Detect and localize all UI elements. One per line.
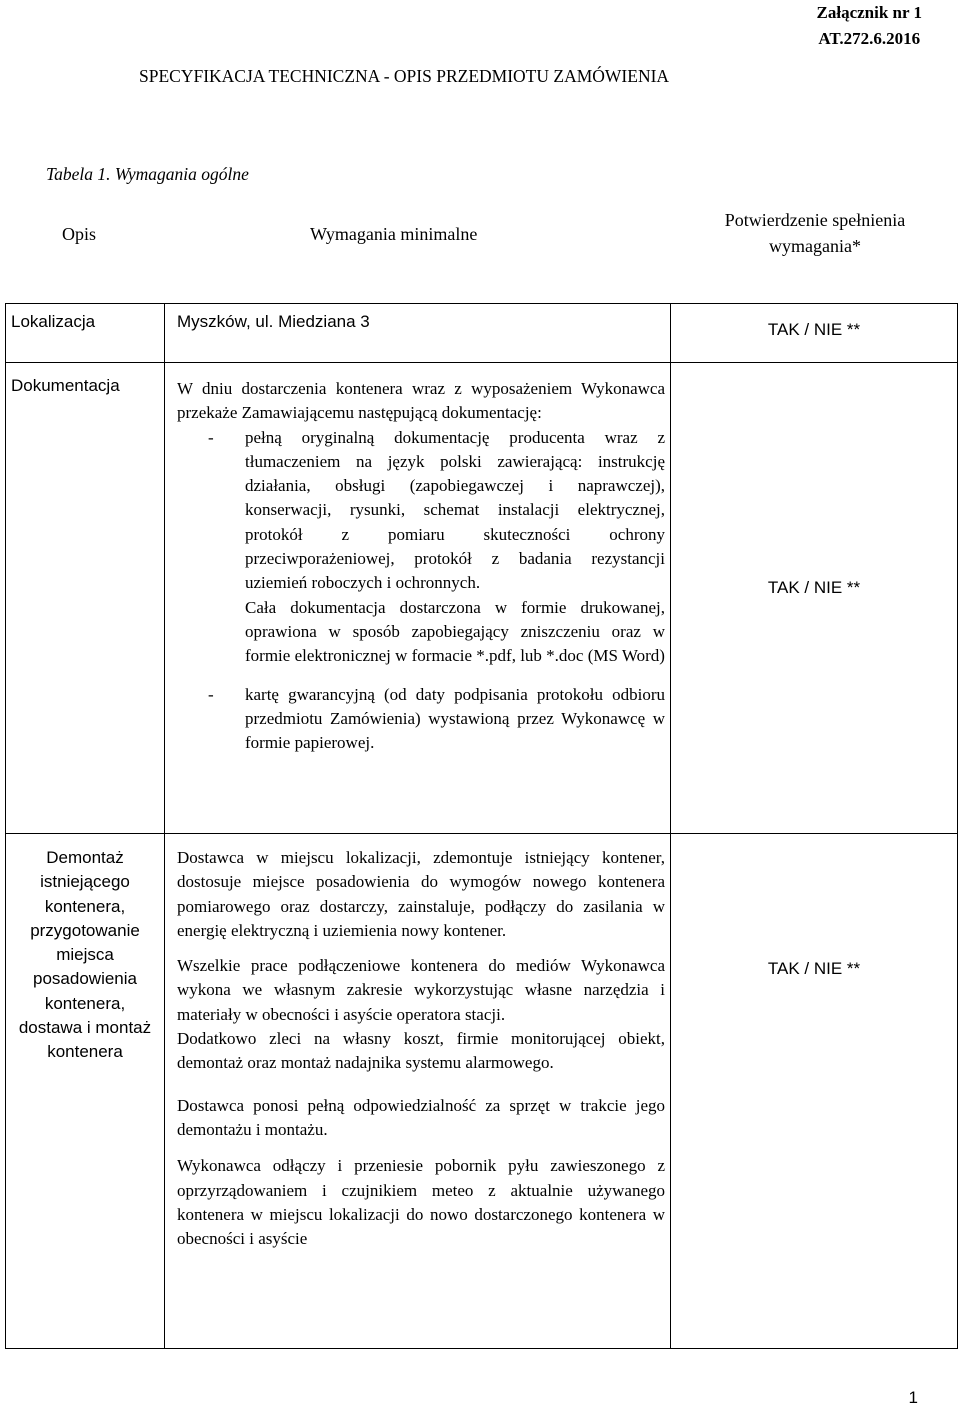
table-row-lokalizacja [6, 304, 958, 363]
cell-dokumentacja-label [6, 363, 165, 834]
document-reference [817, 0, 922, 52]
cell-lokalizacja-label [6, 304, 165, 363]
paragraph: Wszelkie prace podłączeniowe kontenera do mediów Wykonawca wykona we własnym zakresie wykorzystując własne narzędzia i materiały w obecności i asyście operatora stacji. [177, 956, 665, 1024]
cell-dokumentacja-body [165, 363, 671, 834]
doc-intro: W dniu dostarczenia kontenera wraz z wyposażeniem Wykonawca przekaże Zamawiającemu następującą dokumentację: [177, 379, 665, 423]
cell-dokumentacja-confirm [671, 363, 958, 834]
cell-demontaz-body [165, 834, 671, 1349]
reference-number: AT.272.6.2016 [818, 29, 921, 48]
doc-item-extra: Cała dokumentacja dostarczona w formie drukowanej, oprawiona w sposób zapobiegający zniszczeniu oraz w formie elektronicznej w formacie *.pdf, lub *.doc (MS Word) [245, 597, 665, 666]
row-label: Dokumentacja [11, 376, 120, 395]
doc-list-item [208, 683, 665, 756]
requirements-table [5, 303, 958, 1349]
column-header-wymagania: Wymagania minimalne [310, 224, 478, 244]
document-title: SPECYFIKACJA TECHNICZNA - OPIS PRZEDMIOTU ZAMÓWIENIA [139, 66, 670, 86]
column-header-opis: Opis [62, 224, 97, 244]
cell-lokalizacja-value [165, 304, 671, 363]
doc-item-text: kartę gwarancyjną (od daty podpisania protokołu odbioru przedmiotu Zamówienia) wystawioną przez Wykonawcę w formie papierowej. [245, 684, 665, 753]
table-row-dokumentacja [6, 363, 958, 834]
paragraph: Dostawca w miejscu lokalizacji, zdemontuje istniejący kontener, dostosuje miejsce posadowienia do wymogów nowego kontenera pomiarowego oraz dostarczy, zainstaluje, podłączy do zasilania w energię elektryczną i uziemienia nowy kontener. [177, 848, 665, 940]
table-row-demontaz [6, 834, 958, 1349]
location-value: Myszków, ul. Miedziana 3 [177, 312, 370, 331]
dash-marker: - [208, 684, 214, 704]
confirm-text: TAK / NIE ** [767, 578, 861, 597]
doc-item-text: pełną oryginalną dokumentację producenta wraz z tłumaczeniem na język polski zawierającą: instrukcję działania, obsługi (zapobiegawczej i naprawczej), konserwacji, rysunki, schemat instalacji elektrycznej, protokół z pomiaru skuteczności ochrony przeciwporażeniowej, protokół z badania rezystancji uziemień roboczych i ochronnych. [245, 427, 665, 593]
paragraph: Wykonawca odłączy i przeniesie pobornik pyłu zawieszonego z oprzyrządowaniem i czujnikiem meteo z aktualnie używanego kontenera w miejscu lokalizacji do nowo dostarczonego kontenera w obecności i asyście [177, 1156, 665, 1249]
column-header-potwierdzenie-line2: wymagania* [769, 236, 861, 256]
doc-list-item [208, 426, 665, 596]
cell-demontaz-confirm [671, 834, 958, 1349]
paragraph: Dodatkowo zleci na własny koszt, firmie monitorującej obiekt, demontaż oraz montaż nadajnika systemu alarmowego. [177, 1029, 665, 1073]
cell-lokalizacja-confirm [671, 304, 958, 363]
column-header-potwierdzenie [690, 207, 940, 259]
dash-marker: - [208, 427, 214, 447]
row-label: Lokalizacja [11, 312, 96, 331]
page-number: 1 [908, 1388, 918, 1407]
attachment-label: Załącznik nr 1 [816, 3, 922, 22]
table-caption: Tabela 1. Wymagania ogólne [46, 164, 249, 184]
column-header-potwierdzenie-line1: Potwierdzenie spełnienia [724, 210, 906, 230]
confirm-text: TAK / NIE ** [767, 959, 861, 978]
row-label: Demontaż istniejącego kontenera, przygotowanie miejsca posadowienia kontenera, dostawa i montaż kontenera [18, 848, 152, 1062]
confirm-text: TAK / NIE ** [767, 320, 861, 339]
cell-demontaz-label [6, 834, 165, 1349]
paragraph: Dostawca ponosi pełną odpowiedzialność za sprzęt w trakcie jego demontażu i montażu. [177, 1095, 665, 1139]
